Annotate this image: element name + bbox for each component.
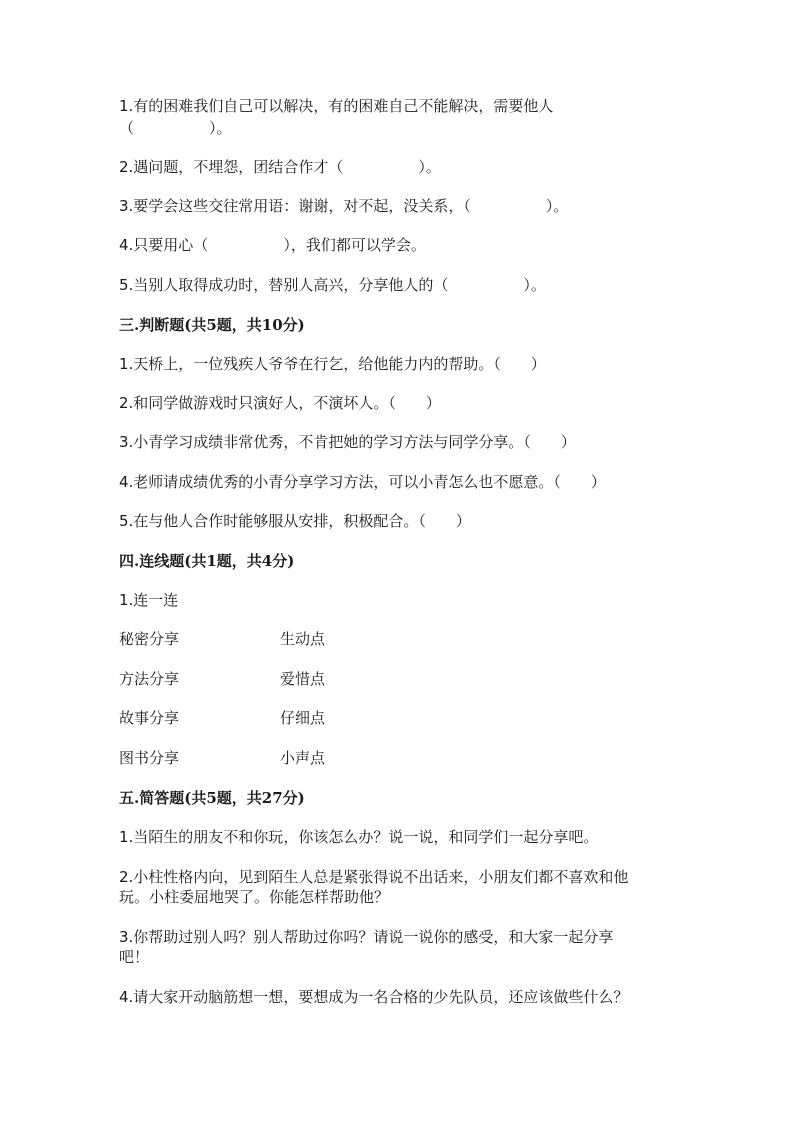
match-right-item: 爱惜点 [280,670,326,688]
judge-item-5: 5.在与他人合作时能够服从安排，积极配合。（ ） [119,512,471,530]
match-right-item: 小声点 [280,749,326,767]
judge-item-3: 3.小青学习成绩非常优秀，不肯把她的学习方法与同学分享。（ ） [119,433,576,451]
judge-item-1: 1.天桥上，一位残疾人爷爷在行乞，给他能力内的帮助。（ ） [119,355,546,373]
fill-item-1-line2: （ ）。 [119,119,232,137]
match-left-item: 秘密分享 [119,630,180,648]
match-left-item: 图书分享 [119,749,180,767]
fill-item-5: 5.当别人取得成功时，替别人高兴，分享他人的（ ）。 [119,276,546,294]
fill-item-2: 2.遇问题，不埋怨，团结合作才（ ）。 [119,158,441,176]
short-item-2-line1: 2.小柱性格内向，见到陌生人总是紧张得说不出话来，小朋友们都不喜欢和他 [119,868,629,886]
short-item-2-line2: 玩。小柱委屈地哭了。你能怎样帮助他？ [119,888,390,906]
match-left-item: 方法分享 [119,670,180,688]
match-right-item: 仔细点 [280,709,326,727]
short-item-3-line1: 3.你帮助过别人吗？别人帮助过你吗？请说一说你的感受，和大家一起分享 [119,928,614,946]
section-heading-match: 四.连线题(共1题，共4分) [119,552,295,570]
match-left-item: 故事分享 [119,709,180,727]
match-right-item: 生动点 [280,630,326,648]
short-item-1: 1.当陌生的朋友不和你玩，你该怎么办？说一说，和同学们一起分享吧。 [119,828,599,846]
section-heading-judge: 三.判断题(共5题，共10分) [119,316,305,334]
judge-item-4: 4.老师请成绩优秀的小青分享学习方法，可以小青怎么也不愿意。（ ） [119,473,606,491]
short-item-4: 4.请大家开动脑筋想一想，要想成为一名合格的少先队员，还应该做些什么？ [119,988,629,1006]
judge-item-2: 2.和同学做游戏时只演好人，不演坏人。（ ） [119,394,441,412]
section-heading-short: 五.简答题(共5题，共27分) [119,789,305,807]
short-item-3-line2: 吧！ [119,948,150,966]
fill-item-3: 3.要学会这些交往常用语：谢谢，对不起，没关系，（ ）。 [119,197,569,215]
fill-item-4: 4.只要用心（ ），我们都可以学会。 [119,236,426,254]
fill-item-1-line1: 1.有的困难我们自己可以解决，有的困难自己不能解决，需要他人 [119,97,554,115]
match-prompt: 1.连一连 [119,591,179,609]
